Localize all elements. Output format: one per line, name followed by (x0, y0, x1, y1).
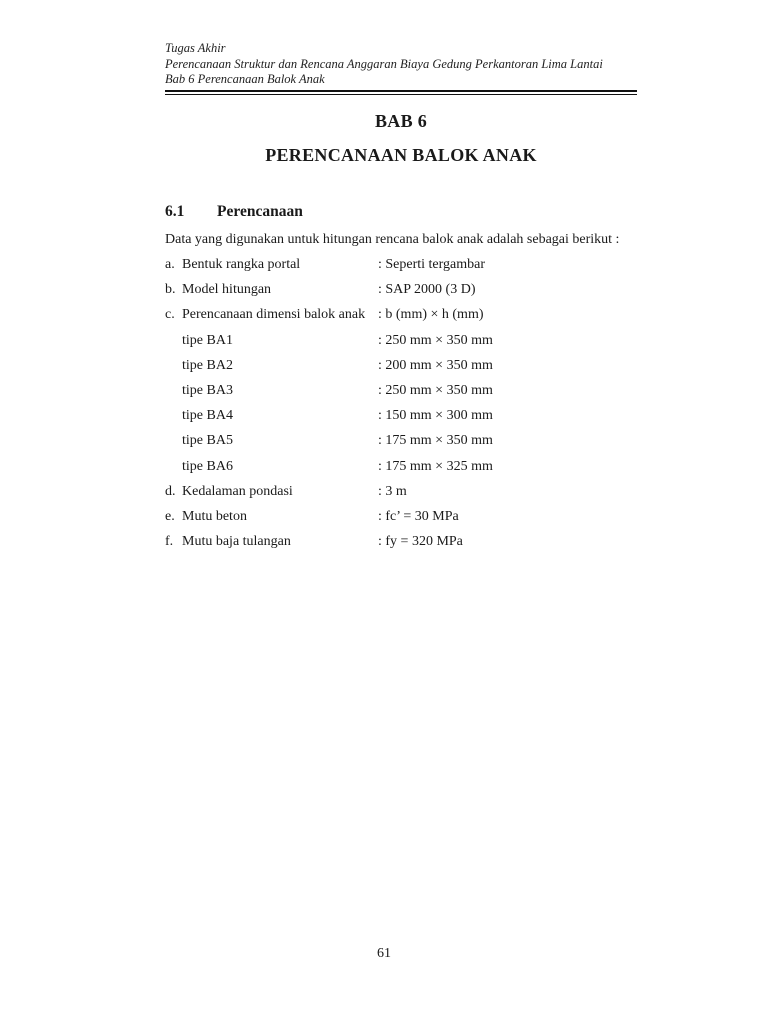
running-header (165, 41, 637, 88)
list-item (165, 357, 637, 382)
list-value: : 200 mm × 350 mm (378, 357, 493, 373)
list-label: tipe BA1 (182, 332, 233, 348)
section-number: 6.1 (165, 203, 185, 220)
chapter-number: BAB 6 (374, 111, 427, 131)
list-label: tipe BA3 (182, 382, 233, 398)
list-marker: e. (165, 508, 175, 524)
list-value: : 250 mm × 350 mm (378, 332, 493, 348)
list-item (165, 407, 637, 432)
list-label: Perencanaan dimensi balok anak (182, 307, 366, 323)
list-item (165, 281, 637, 306)
list-value: : 250 mm × 350 mm (378, 382, 493, 398)
list-value: : 150 mm × 300 mm (378, 408, 493, 424)
list-label: tipe BA6 (182, 458, 233, 474)
chapter-title: PERENCANAAN BALOK ANAK (265, 145, 537, 165)
list-label: tipe BA2 (182, 357, 233, 373)
list-value: : SAP 2000 (3 D) (378, 282, 476, 298)
list-marker: b. (165, 282, 176, 298)
list-value: : 3 m (378, 483, 407, 499)
list-label: Kedalaman pondasi (182, 483, 293, 499)
list-item (165, 332, 637, 357)
header-rule-thin (165, 94, 637, 95)
list-marker: d. (165, 483, 176, 499)
list-value: : 175 mm × 325 mm (378, 458, 493, 474)
list-marker: a. (165, 257, 175, 272)
page-number: 61 (377, 946, 391, 961)
list-label: Model hitungan (182, 282, 272, 298)
list-item (165, 458, 637, 483)
header-line-chapter: Bab 6 Perencanaan Balok Anak (165, 72, 325, 86)
list-marker: c. (165, 307, 175, 323)
list-item (165, 306, 637, 331)
list-value: : 175 mm × 350 mm (378, 433, 493, 449)
intro-paragraph: Data yang digunakan untuk hitungan rencana balok anak adalah sebagai berikut : (165, 232, 620, 247)
list-item (165, 256, 637, 281)
list-marker: f. (165, 534, 174, 550)
list-label: Mutu beton (182, 508, 247, 524)
list-item (165, 508, 637, 533)
list-label: tipe BA5 (182, 433, 233, 449)
section-heading (165, 203, 303, 221)
list-item (165, 382, 637, 407)
list-item (165, 432, 637, 457)
list-value: : Seperti tergambar (378, 257, 486, 272)
list-label: tipe BA4 (182, 408, 233, 424)
list-value: : fy = 320 MPa (378, 534, 463, 550)
list-item (165, 533, 637, 558)
list-item (165, 483, 637, 508)
design-data-list (165, 256, 637, 558)
list-value: : b (mm) × h (mm) (378, 307, 484, 323)
list-label: Mutu baja tulangan (182, 534, 291, 550)
section-title: Perencanaan (217, 203, 303, 220)
header-line-course: Tugas Akhir (165, 41, 226, 55)
header-rule-thick (165, 90, 637, 92)
list-label: Bentuk rangka portal (182, 257, 301, 272)
list-value: : fc’ = 30 MPa (378, 508, 459, 524)
header-line-thesis-title: Perencanaan Struktur dan Rencana Anggaran Biaya Gedung Perkantoran Lima Lantai (165, 56, 603, 71)
